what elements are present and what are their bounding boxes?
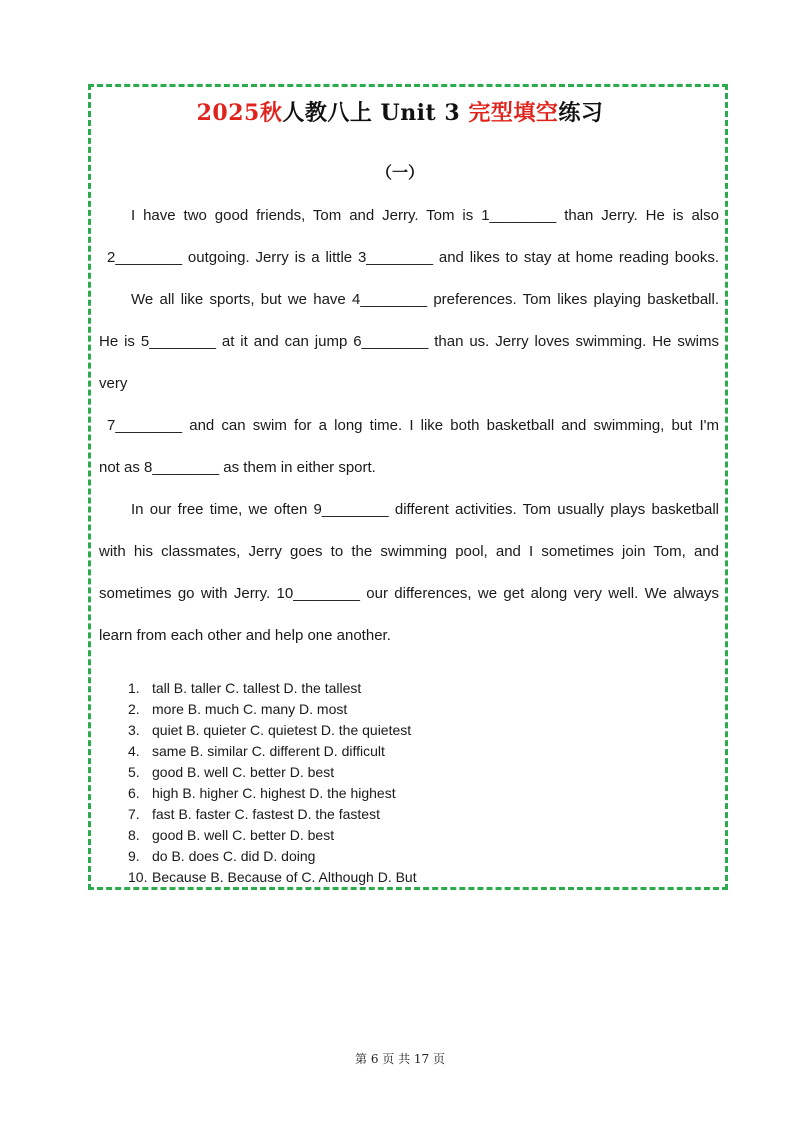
title-year-season: 2025秋 [196, 100, 283, 126]
option-text: more B. much C. many D. most [152, 701, 348, 717]
passage-line: In our free time, we often 9________ different activities. Tom usually plays basketball [131, 501, 719, 518]
option-item [128, 741, 417, 762]
passage-line: learn from each other and help one another. [99, 627, 391, 644]
option-text: quiet B. quieter C. quietest D. the quietest [152, 722, 412, 738]
option-number: 10. [128, 869, 148, 885]
option-item [128, 825, 417, 846]
passage-line: 7________ and can swim for a long time. I like both basketball and swimming, but I'm [107, 417, 719, 434]
option-number: 8. [128, 827, 140, 843]
option-item [128, 846, 417, 867]
option-text: same B. similar C. different D. difficult [152, 743, 385, 759]
passage-line: with his classmates, Jerry goes to the swimming pool, and I sometimes join Tom, and [99, 543, 719, 560]
title-exercise-type: 完型填空 [468, 100, 559, 126]
option-number: 7. [128, 806, 140, 822]
passage-line: I have two good friends, Tom and Jerry. Tom is 1________ than Jerry. He is also [131, 207, 719, 224]
passage-line: very [99, 375, 128, 392]
option-item [128, 867, 417, 888]
option-number: 3. [128, 722, 140, 738]
passage-line: not as 8________ as them in either sport. [99, 459, 376, 476]
option-item [128, 720, 417, 741]
option-number: 1. [128, 680, 140, 696]
title-course: 人教八上 Unit 3 [282, 100, 469, 126]
option-number: 2. [128, 701, 140, 717]
option-text: tall B. taller C. tallest D. the tallest [152, 680, 362, 696]
page-footer: 第 6 页 共 17 页 [355, 1052, 445, 1066]
option-number: 4. [128, 743, 140, 759]
option-text: good B. well C. better D. best [152, 764, 335, 780]
option-item [128, 678, 417, 699]
passage-line: sometimes go with Jerry. 10________ our differences, we get along very well. We always [99, 585, 719, 602]
option-item [128, 804, 417, 825]
option-number: 6. [128, 785, 140, 801]
option-item [128, 699, 417, 720]
passage-line: 2________ outgoing. Jerry is a little 3________ and likes to stay at home reading books. [107, 249, 719, 266]
passage-line: We all like sports, but we have 4________ preferences. Tom likes playing basketball. [131, 291, 719, 308]
title-suffix: 练习 [558, 100, 604, 126]
option-number: 5. [128, 764, 140, 780]
section-label: （一） [375, 163, 424, 182]
page-title [0, 96, 800, 127]
option-text: good B. well C. better D. best [152, 827, 335, 843]
option-text: do B. does C. did D. doing [152, 848, 316, 864]
passage-line: He is 5________ at it and can jump 6________ than us. Jerry loves swimming. He swims [99, 333, 719, 350]
option-text: high B. higher C. highest D. the highest [152, 785, 396, 801]
answer-options-list [128, 678, 417, 888]
option-text: Because B. Because of C. Although D. But [152, 869, 417, 885]
option-text: fast B. faster C. fastest D. the fastest [152, 806, 380, 822]
option-number: 9. [128, 848, 140, 864]
option-item [128, 762, 417, 783]
option-item [128, 783, 417, 804]
